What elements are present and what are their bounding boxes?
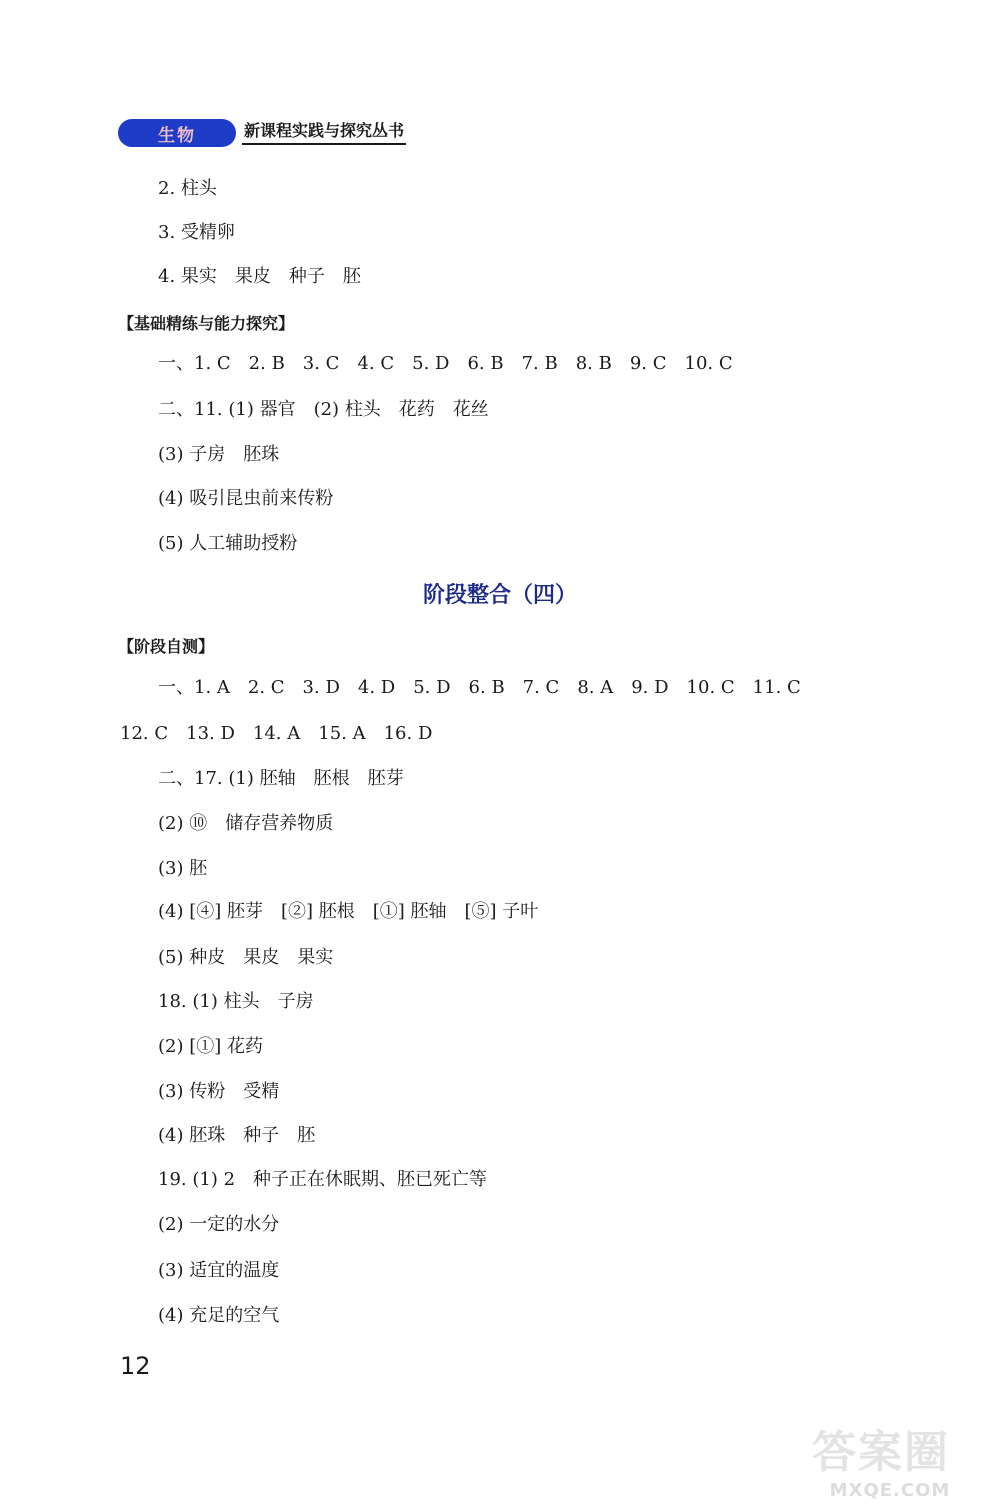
answer-line: (4) 吸引昆虫前来传粉: [158, 488, 334, 509]
answer-line: (2) ⑩ 储存营养物质: [158, 813, 334, 834]
answer-line: 4. 果实 果皮 种子 胚: [158, 266, 361, 287]
watermark-logo: [776, 1418, 986, 1478]
answer-line: 二、17. (1) 胚轴 胚根 胚芽: [158, 768, 404, 789]
answer-line: (3) 胚: [158, 858, 208, 879]
answer-line: 12. C 13. D 14. A 15. A 16. D: [120, 723, 433, 744]
series-title: 新课程实践与探究丛书: [242, 122, 406, 145]
stage-title: 阶段整合（四）: [422, 583, 577, 608]
answer-line: (3) 适宜的温度: [158, 1260, 280, 1281]
answer-line: (5) 种皮 果皮 果实: [158, 947, 334, 968]
answer-line: (3) 传粉 受精: [158, 1081, 280, 1102]
answer-line: 一、1. C 2. B 3. C 4. C 5. D 6. B 7. B 8. B 9. C 10. C: [158, 353, 733, 374]
answer-line: 2. 柱头: [158, 178, 217, 199]
answer-line: (4) [④] 胚芽 [②] 胚根 [①] 胚轴 [⑤] 子叶: [158, 901, 539, 922]
answer-line: 二、11. (1) 器官 (2) 柱头 花药 花丝: [158, 399, 489, 420]
answer-line: (4) 胚珠 种子 胚: [158, 1125, 316, 1146]
watermark-text: 答案圈: [812, 1427, 950, 1478]
section-heading: 【阶段自测】: [118, 637, 215, 656]
answer-line: 19. (1) 2 种子正在休眠期、胚已死亡等: [158, 1169, 488, 1190]
answer-line: (5) 人工辅助授粉: [158, 533, 298, 554]
watermark-url: MXQE.COM: [829, 1480, 951, 1501]
answer-line: (4) 充足的空气: [158, 1305, 280, 1326]
section-heading: 【基础精练与能力探究】: [118, 314, 295, 333]
subject-badge: 生物: [118, 119, 236, 147]
answer-line: 3. 受精卵: [158, 222, 235, 243]
answer-line: (2) 一定的水分: [158, 1214, 280, 1235]
answer-line: 一、1. A 2. C 3. D 4. D 5. D 6. B 7. C 8. A 9. D 10. C 11. C: [158, 677, 801, 698]
page-number: 12: [120, 1352, 151, 1380]
answer-line: (2) [①] 花药: [158, 1036, 263, 1057]
answer-line: (3) 子房 胚珠: [158, 444, 280, 465]
answer-line: 18. (1) 柱头 子房: [158, 991, 314, 1012]
running-header: [118, 118, 406, 148]
